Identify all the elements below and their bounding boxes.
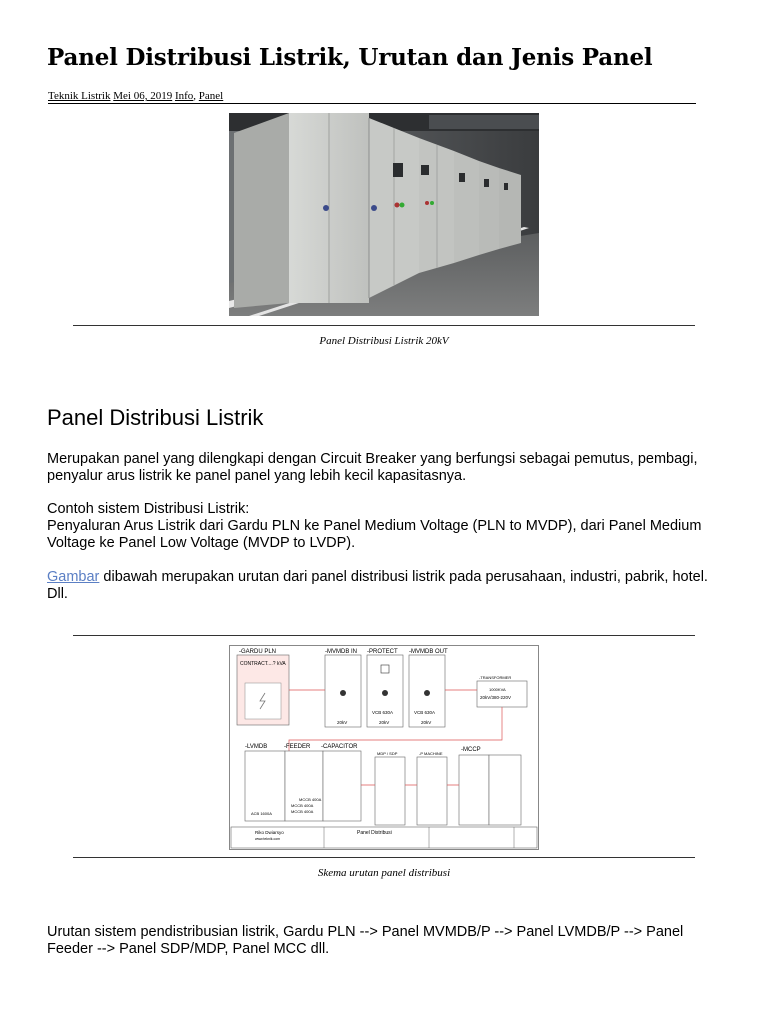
label-mdp-sdp: MDP / SDP	[377, 751, 398, 756]
label-author: Riko Dwiarsyo	[255, 830, 284, 835]
label-mccb-2: MCCB 400A	[291, 803, 314, 808]
label-protect: -PROTECT	[367, 649, 398, 655]
label-capacitor: -CAPACITOR	[321, 744, 358, 750]
label-acb: ACB 1600A	[251, 811, 272, 816]
figure-divider-top	[73, 325, 695, 326]
label-mccp: -MCCP	[461, 747, 481, 753]
paragraph-definition: Merupakan panel yang dilengkapi dengan Circuit Breaker yang berfungsi sebagai pemutus, pembagi, penyalur arus listrik ke panel panel yang lebih kecil kapasitasnya.	[47, 451, 698, 484]
schematic-caption: Skema urutan panel distribusi	[317, 867, 451, 879]
label-mvmdb-out: -MVMDB OUT	[409, 649, 448, 655]
category-link[interactable]: Teknik Listrik	[48, 90, 111, 102]
section-heading: Panel Distribusi Listrik	[47, 405, 264, 430]
label-kv-3: 20kV	[421, 720, 432, 725]
distribution-schematic	[229, 645, 539, 850]
article-meta	[48, 90, 696, 104]
label-trafo-voltage: 20kV/380-220V	[480, 695, 512, 700]
figure2-divider-top	[73, 635, 695, 636]
paragraph-sequence: Urutan sistem pendistribusian listrik, Gardu PLN --> Panel MVMDB/P --> Panel LVMDB/P --> Panel Feeder --> Panel SDP/MDP, Panel MCC dll.	[47, 924, 684, 957]
label-mccb-3: MCCB 400A	[291, 809, 314, 814]
gambar-link[interactable]: Gambar	[47, 569, 100, 585]
paragraph-figure-intro	[47, 569, 727, 603]
label-trafo-rating: 1000KVA	[489, 687, 506, 692]
figure-intro-text: dibawah merupakan urutan dari panel distribusi listrik pada perusahaan, industri, pabrik, hotel. Dll.	[47, 569, 708, 602]
tag-link-panel[interactable]: Panel	[198, 90, 224, 102]
label-transformer: -TRANSFORMER	[479, 675, 512, 680]
paragraph-example-body: Penyaluran Arus Listrik dari Gardu PLN ke Panel Medium Voltage (PLN to MVDP), dari Panel Medium Voltage ke Panel Low Voltage (MVDP to LVDP).	[47, 518, 702, 551]
paragraph-example-title: Contoh sistem Distribusi Listrik:	[47, 501, 250, 517]
label-sheet-title: Panel Distribusi	[357, 830, 392, 836]
label-contract: CONTRACT....? kVA	[240, 661, 286, 667]
label-kv-1: 20kV	[337, 720, 348, 725]
label-p-machine: -P MACHINE	[419, 751, 443, 756]
tag-link-info[interactable]: Info	[174, 90, 194, 102]
article-title: Panel Distribusi Listrik, Urutan dan Jenis Panel	[47, 44, 653, 71]
label-kv-2: 20kV	[379, 720, 390, 725]
date-link[interactable]: Mei 06, 2019	[113, 90, 173, 102]
label-site: www.teknik.com	[255, 837, 281, 841]
label-mccb-1: MCCB 400A	[299, 797, 322, 802]
label-vcb-1: VCB 630A	[372, 710, 394, 715]
label-gardu-pln: -GARDU PLN	[239, 649, 277, 655]
panel-photo	[229, 113, 539, 316]
figure2-divider-bottom	[73, 857, 695, 858]
tag-separator: ,	[193, 90, 197, 102]
label-vcb-2: VCB 630A	[414, 710, 436, 715]
label-mvmdb-in: -MVMDB IN	[325, 649, 357, 655]
label-lvmdb: -LVMDB	[245, 744, 268, 750]
label-feeder: -FEEDER	[284, 744, 311, 750]
photo-caption: Panel Distribusi Listrik 20kV	[319, 335, 449, 347]
